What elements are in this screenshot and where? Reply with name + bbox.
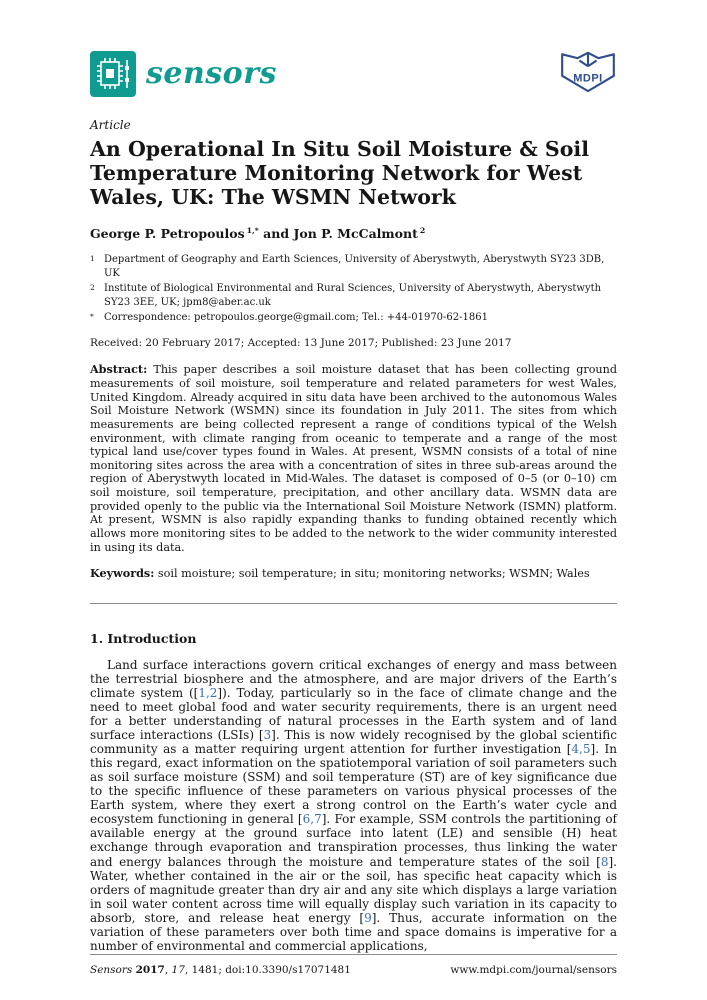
affiliation-marker: * [90, 311, 94, 321]
citation-link[interactable]: 4,5 [571, 742, 591, 757]
authors-line [90, 226, 617, 241]
affiliation-text: Department of Geography and Earth Sciences, University of Aberystwyth, Aberystwyth SY23 3DB, UK [104, 253, 605, 280]
affiliation-row [90, 253, 617, 282]
text-segment: ]. In this regard, exact information on the spatiotemporal variation of soil parameters such as soil surface moisture (SSM) and soil temperature (ST) are of key significance due to the specific influence of these parameters on various physical processes of the Earth system, where they exert a strong control on the Earth’s water cycle and ecosystem functioning in general [ [90, 742, 617, 827]
affiliation-row [90, 282, 617, 311]
text-segment: ]. This is now widely recognised by the global scientific community as a matter requiring urgent attention for further investigation [ [90, 728, 617, 757]
article-history-line: Received: 20 February 2017; Accepted: 13 June 2017; Published: 23 June 2017 [90, 337, 512, 350]
article-title: An Operational In Situ Soil Moisture & Soil Temperature Monitoring Network for West Wales, UK: The WSMN Network [90, 137, 589, 210]
front-matter-divider [90, 603, 617, 604]
text-segment: ]. Thus, accurate information on the variation of these parameters over both time and space domains is imperative for a number of environmental and commercial applications, [90, 910, 617, 953]
sensors-logo [90, 51, 277, 97]
citation-link[interactable]: 9 [364, 910, 372, 925]
journal-wordmark: sensors [146, 56, 277, 91]
abstract [90, 363, 617, 554]
affiliation-row [90, 311, 617, 326]
mdpi-logo [559, 50, 617, 98]
citation-link[interactable]: 3 [263, 728, 272, 743]
masthead [90, 50, 617, 98]
text-segment: , [164, 964, 172, 976]
citation-link[interactable]: 6,7 [302, 812, 322, 827]
keywords [90, 567, 617, 581]
correspondence-text: Correspondence: petropoulos.george@gmail.com; Tel.: +44-01970-62-1861 [104, 311, 488, 323]
author-superscript: 2 [419, 225, 426, 235]
text-segment: ]. For example, SSM controls the partitioning of available energy at the ground surface into latent (LE) and sensible (H) heat exchange through evaporation and transpiration processes, thus linking the water and energy balances through the moisture and temperature states of the soil [ [90, 812, 617, 869]
text-segment: ]. Water, whether contained in the air or the soil, has specific heat capacity which is orders of magnitude greater than dry air and any site which displays a large variation in soil water content across time will equally display such variation in its capacity to absorb, store, and release heat energy [ [90, 854, 617, 925]
intro-paragraph [90, 658, 617, 953]
text-segment: ]). Today, particularly so in the face of climate change and the need to meet global food and water security requirements, there is an urgent need for a better understanding of natural processes in the Earth system and of land surface interactions (LSIs) [ [90, 686, 617, 743]
citation-link[interactable]: 1,2 [198, 686, 218, 701]
authors-joiner: and [263, 225, 290, 241]
footer-citation [90, 964, 351, 976]
affiliation-marker: 2 [90, 282, 95, 292]
text-segment: 17 [171, 964, 185, 976]
keywords-text: soil moisture; soil temperature; in situ; monitoring networks; WSMN; Wales [157, 567, 590, 581]
article-type-label: Article [90, 118, 131, 132]
chip-icon [90, 51, 136, 97]
affiliations [90, 253, 617, 326]
section-heading-introduction: 1. Introduction [90, 631, 197, 647]
text-segment: Land surface interactions govern critical exchanges of energy and mass between the terrestrial biosphere and the atmosphere, and are major drivers of the Earth’s climate system ([ [90, 658, 617, 701]
abstract-label: Abstract: [90, 362, 148, 377]
text-segment: 2017 [135, 964, 165, 976]
affiliation-marker: 1 [90, 253, 95, 263]
footer [90, 954, 617, 976]
text-segment: Sensors [90, 964, 136, 976]
citation-link[interactable]: 8 [600, 854, 609, 869]
mdpi-wordmark: MDPI [573, 72, 603, 85]
text-segment: , 1481; doi:10.3390/s17071481 [184, 964, 351, 976]
abstract-text: This paper describes a soil moisture dataset that has been collecting ground measurements of soil moisture, soil temperature and related parameters for west Wales, United Kingdom. Already acquired in situ data have been archived to the autonomous Wales Soil Moisture Network (WSMN) since its foundation in July 2011. The sites from which measurements are being collected represent a range of conditions typical of the Welsh environment, with climate ranging from oceanic to temperate and a range of the most typical land use/cover types found in Wales. At present, WSMN consists of a total of nine monitoring sites across the area with a concentration of sites in three sub-areas around the region of Aberystwyth located in Mid-Wales. The dataset is composed of 0–5 (or 0–10) cm soil moisture, soil temperature, precipitation, and other ancillary data. WSMN data are provided openly to the public via the International Soil Moisture Network (ISMN) platform. At present, WSMN is also rapidly expanding thanks to funding obtained recently which allows more monitoring sites to be added to the network to the wider community interested in using its data. [90, 363, 618, 554]
author-name: George P. Petropoulos [90, 225, 245, 241]
footer-journal-url[interactable]: www.mdpi.com/journal/sensors [450, 964, 617, 976]
author-name: Jon P. McCalmont [293, 225, 418, 241]
affiliation-text: Institute of Biological Environmental and Rural Sciences, University of Aberystwyth, Aberystwyth SY23 3EE, UK; jpm8@aber.ac.uk [104, 282, 602, 309]
author-superscript: 1,* [246, 225, 259, 235]
keywords-label: Keywords: [90, 566, 155, 581]
